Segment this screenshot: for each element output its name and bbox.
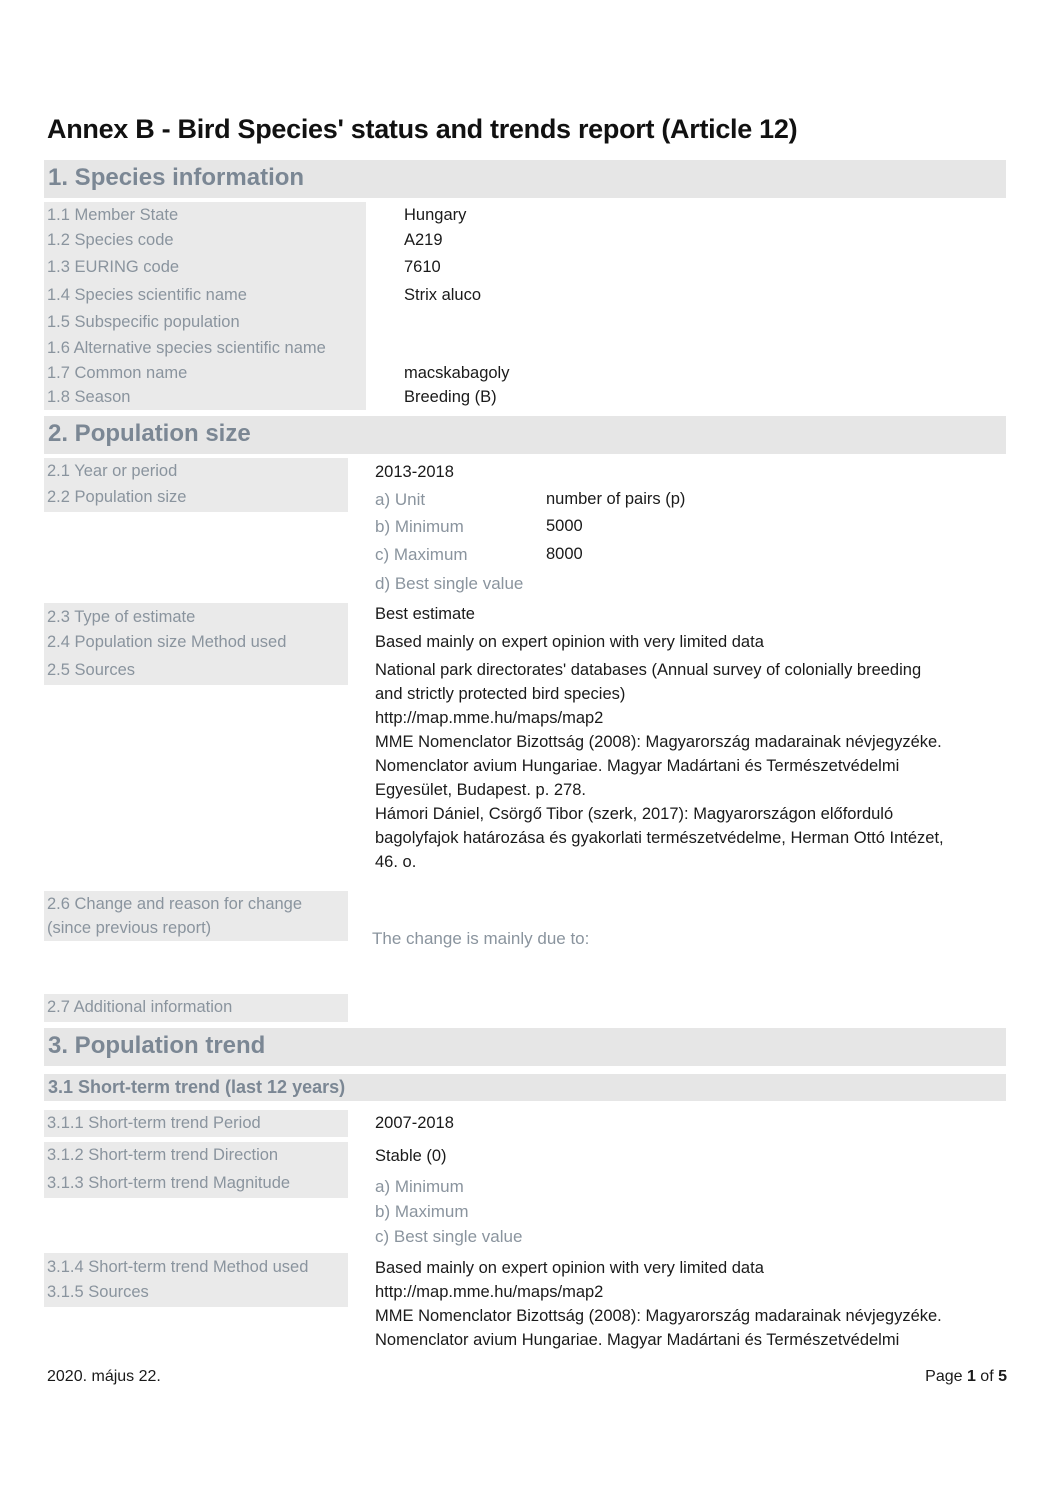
- footer-date: 2020. május 22.: [47, 1368, 161, 1385]
- value-method-used: Based mainly on expert opinion with very limited data: [375, 633, 764, 651]
- label-change-reason-sub: (since previous report): [47, 919, 212, 937]
- section-title: 1. Species information: [48, 164, 305, 191]
- label-common-name: 1.7 Common name: [47, 364, 188, 382]
- value-euring-code: 7610: [404, 258, 441, 276]
- sources-line: bagolyfajok határozása és gyakorlati természetvédelme, Herman Ottó Intézet,: [375, 829, 944, 847]
- label-scientific-name: 1.4 Species scientific name: [47, 286, 247, 304]
- label-additional-information: 2.7 Additional information: [47, 998, 233, 1016]
- value-year-or-period: 2013-2018: [375, 463, 454, 481]
- subsection-header-short-term-trend: [44, 1074, 1006, 1101]
- sources-line: Egyesület, Budapest. p. 278.: [375, 781, 586, 799]
- value-minimum: 5000: [546, 517, 583, 535]
- sources-line: 46. o.: [375, 853, 417, 871]
- footer-page-number: [925, 1368, 1007, 1386]
- sources-line: http://map.mme.hu/maps/map2: [375, 709, 604, 727]
- label-trend-maximum: b) Maximum: [375, 1202, 469, 1221]
- section-title: 2. Population size: [48, 420, 251, 447]
- label-alternative-scientific-name: 1.6 Alternative species scientific name: [47, 339, 326, 357]
- value-trend-direction: Stable (0): [375, 1147, 447, 1165]
- label-trend-period: 3.1.1 Short-term trend Period: [47, 1114, 261, 1132]
- value-maximum: 8000: [546, 545, 583, 563]
- label-method-used: 2.4 Population size Method used: [47, 633, 287, 651]
- label-member-state: 1.1 Member State: [47, 206, 179, 224]
- label-trend-method: 3.1.4 Short-term trend Method used: [47, 1258, 309, 1276]
- label-species-code: 1.2 Species code: [47, 231, 174, 249]
- label-year-or-period: 2.1 Year or period: [47, 462, 178, 480]
- section-header-population-size: [44, 416, 1006, 454]
- page-middle: of: [975, 1368, 999, 1385]
- label-trend-best-single-value: c) Best single value: [375, 1227, 523, 1246]
- page-title: Annex B - Bird Species' status and trends report (Article 12): [47, 114, 798, 144]
- value-trend-period: 2007-2018: [375, 1114, 454, 1132]
- value-species-code: A219: [404, 231, 443, 249]
- value-trend-method: Based mainly on expert opinion with very limited data: [375, 1259, 764, 1277]
- trend-sources-line: MME Nomenclator Bizottság (2008): Magyarország madarainak névjegyzéke.: [375, 1307, 942, 1325]
- trend-sources-line: http://map.mme.hu/maps/map2: [375, 1283, 604, 1301]
- value-scientific-name: Strix aluco: [404, 286, 482, 304]
- trend-sources-line: Nomenclator avium Hungariae. Magyar Madártani és Természetvédelmi: [375, 1331, 900, 1349]
- section-title: 3. Population trend: [48, 1032, 266, 1059]
- value-type-of-estimate: Best estimate: [375, 605, 475, 623]
- page-total: 5: [998, 1368, 1007, 1385]
- section-header-species-information: [44, 160, 1006, 198]
- sources-line: Hámori Dániel, Csörgő Tibor (szerk, 2017): Magyarországon előforduló: [375, 805, 894, 823]
- sources-line: MME Nomenclator Bizottság (2008): Magyarország madarainak névjegyzéke.: [375, 733, 942, 751]
- page-prefix: Page: [925, 1368, 967, 1385]
- label-minimum: b) Minimum: [375, 517, 464, 536]
- label-trend-magnitude: 3.1.3 Short-term trend Magnitude: [47, 1174, 291, 1192]
- label-trend-direction: 3.1.2 Short-term trend Direction: [47, 1146, 279, 1164]
- sources-line: Nomenclator avium Hungariae. Magyar Madártani és Természetvédelmi: [375, 757, 900, 775]
- value-unit: number of pairs (p): [546, 490, 686, 508]
- label-trend-sources: 3.1.5 Sources: [47, 1283, 149, 1301]
- sources-line: National park directorates' databases (Annual survey of colonially breeding: [375, 661, 922, 679]
- value-member-state: Hungary: [404, 206, 467, 224]
- label-best-single-value: d) Best single value: [375, 574, 524, 593]
- label-season: 1.8 Season: [47, 388, 131, 406]
- label-population-size: 2.2 Population size: [47, 488, 187, 506]
- label-type-of-estimate: 2.3 Type of estimate: [47, 608, 196, 626]
- label-change-reason: 2.6 Change and reason for change: [47, 895, 303, 913]
- sources-line: and strictly protected bird species): [375, 685, 626, 703]
- label-unit: a) Unit: [375, 490, 426, 509]
- label-euring-code: 1.3 EURING code: [47, 258, 180, 276]
- label-trend-minimum: a) Minimum: [375, 1177, 464, 1196]
- label-sources: 2.5 Sources: [47, 661, 136, 679]
- section-header-population-trend: [44, 1028, 1006, 1066]
- value-season: Breeding (B): [404, 388, 497, 406]
- label-subspecific-population: 1.5 Subspecific population: [47, 313, 240, 331]
- change-note: The change is mainly due to:: [372, 929, 590, 948]
- subsection-title: 3.1 Short-term trend (last 12 years): [48, 1077, 346, 1097]
- page-current: 1: [966, 1368, 976, 1385]
- label-maximum: c) Maximum: [375, 545, 468, 564]
- value-common-name: macskabagoly: [404, 364, 510, 382]
